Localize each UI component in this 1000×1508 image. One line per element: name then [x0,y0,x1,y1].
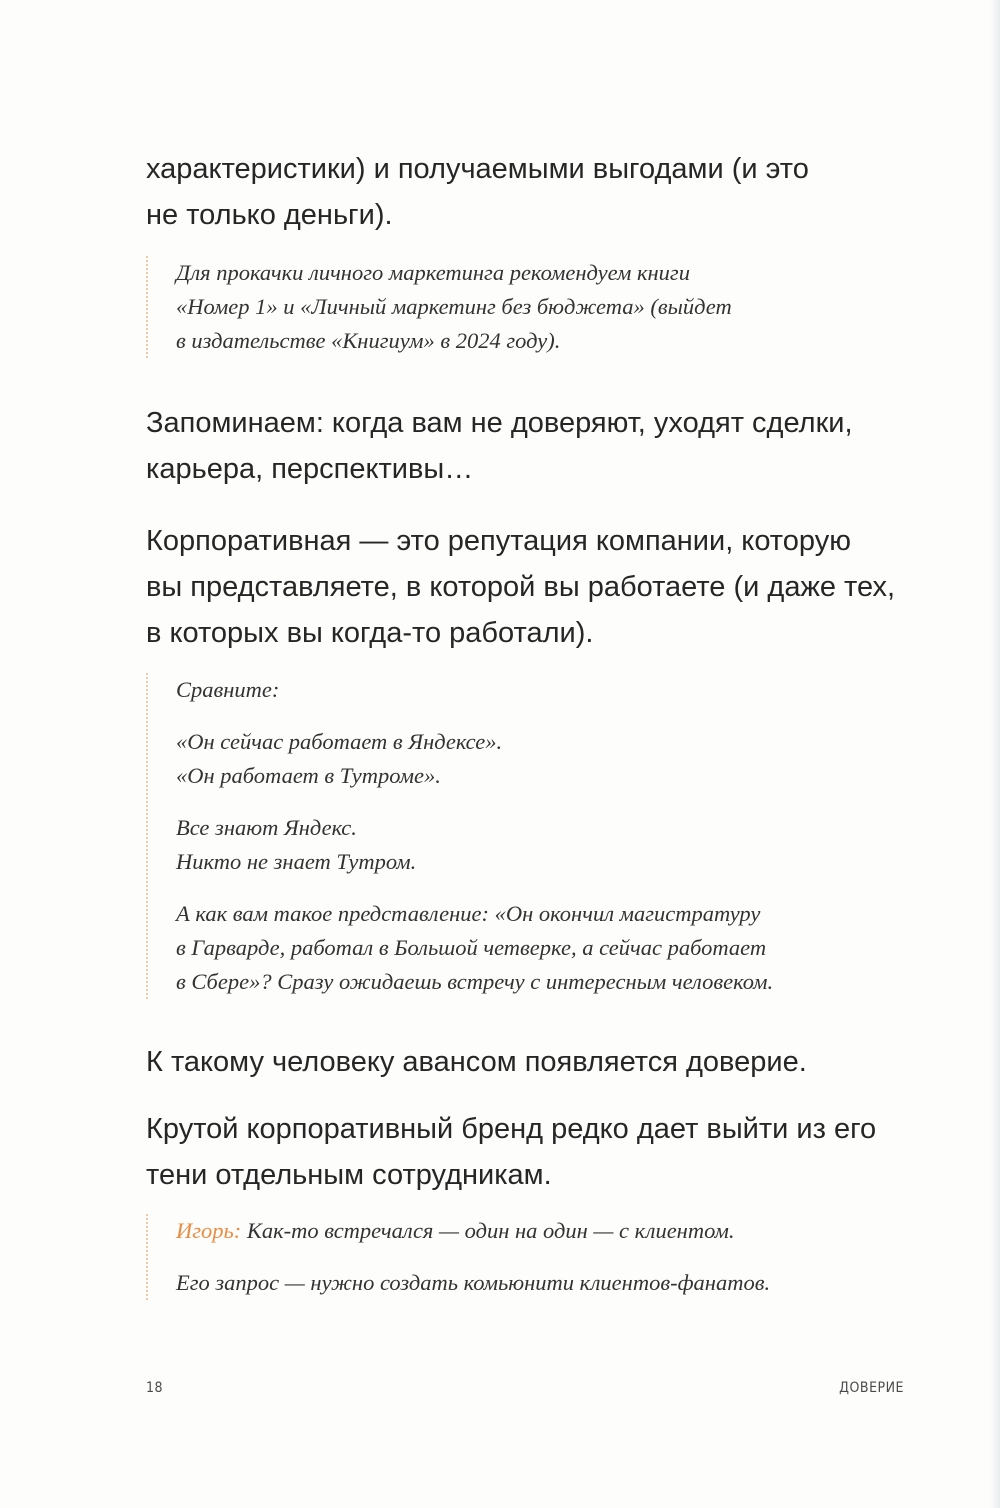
note-quote: «Он работает в Тутроме». [176,763,441,788]
note-line: «Номер 1» и «Личный маркетинг без бюджета» (выйдет [176,294,732,319]
note-fact: Все знают Яндекс. [176,815,357,840]
text-line: в которых вы когда-то работали). [146,617,594,649]
text-line: Запоминаем: когда вам не доверяют, уходят сделки, [146,407,853,439]
speaker-speech: Как-то встречался — один на один — с клиентом. [241,1218,735,1243]
page-number: 18 [146,1380,164,1396]
text-line: Крутой корпоративный бренд редко дает выйти из его [146,1113,877,1145]
paragraph-trust [146,1039,807,1085]
note-compare-heading: Сравните: [176,677,280,702]
note-line: Для прокачки личного маркетинга рекомендуем книги [176,260,690,285]
note-dialogue-line [176,1214,770,1248]
text-line: вы представляете, в которой вы работаете (и даже тех, [146,571,896,603]
running-title: ДОВЕРИЕ [839,1380,904,1396]
note-request: Его запрос — нужно создать комьюнити клиентов-фанатов. [176,1270,771,1295]
note-compare [146,673,773,999]
text-line: не только деньги). [146,199,393,231]
text-line: Корпоративная — это репутация компании, которую [146,525,851,557]
text-line: карьера, перспективы… [146,453,474,485]
text-line: тени отдельным сотрудникам. [146,1159,552,1191]
note-question-line: А как вам такое представление: «Он окончил магистратуру [176,901,761,926]
text-line: характеристики) и получаемыми выгодами (и это [146,153,809,185]
text-line: К такому человеку авансом появляется доверие. [146,1046,807,1078]
paragraph-corporate [146,518,895,656]
note-line: в издательстве «Книгиум» в 2024 году). [176,328,561,353]
note-question-line: в Гарварде, работал в Большой четверке, а сейчас работает [176,935,767,960]
speaker-name: Игорь: [176,1218,242,1243]
note-book-recommendation [146,256,732,358]
paragraph-remember [146,400,853,492]
note-quote: «Он сейчас работает в Яндексе». [176,729,503,754]
paragraph-brand [146,1106,876,1198]
paragraph-characteristics [146,146,809,238]
note-question-line: в Сбере»? Сразу ожидаешь встречу с интересным человеком. [176,969,774,994]
page-edge-shadow [990,0,1000,1508]
note-dialogue [146,1214,770,1300]
note-fact: Никто не знает Тутром. [176,849,417,874]
